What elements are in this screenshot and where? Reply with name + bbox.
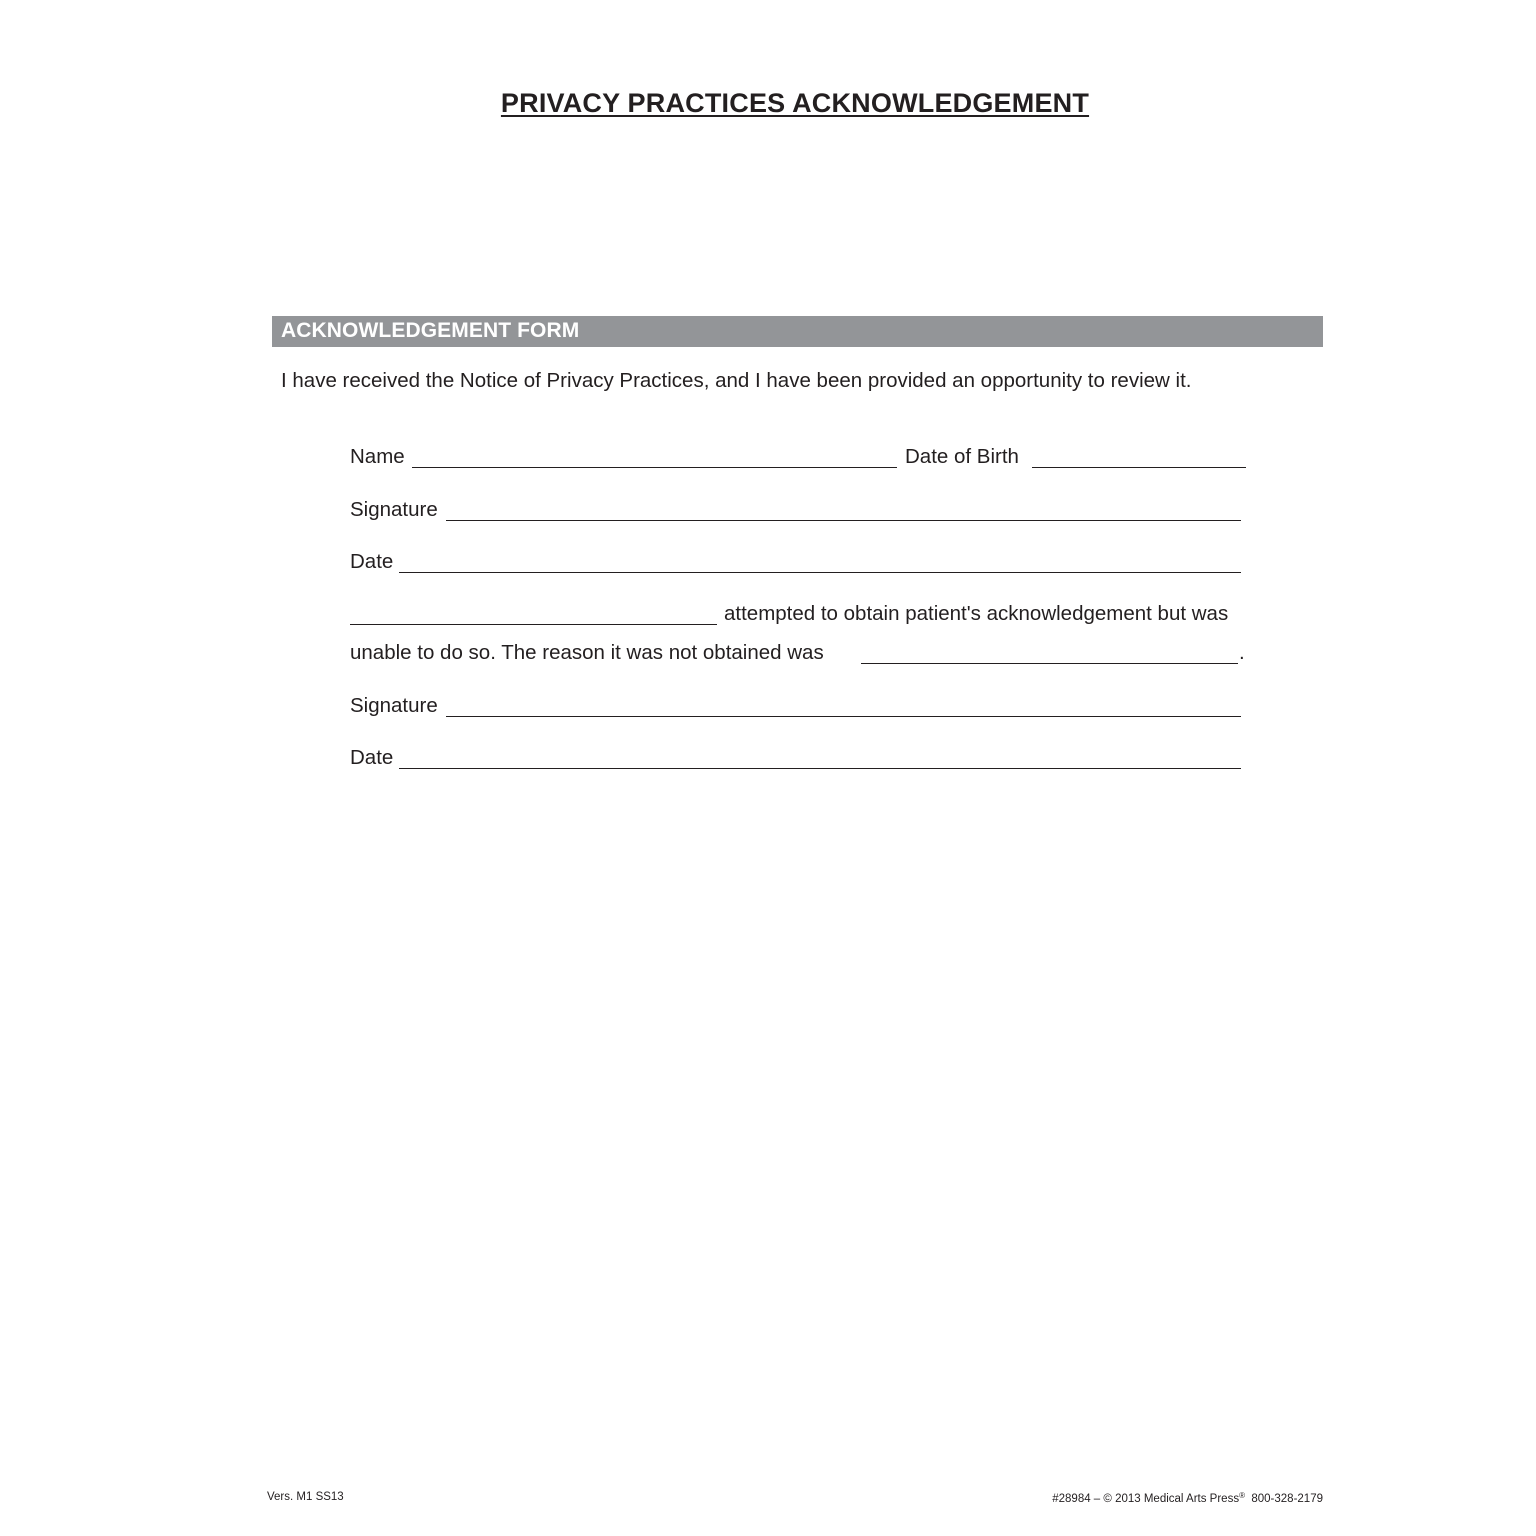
dob-field[interactable] [1032,467,1246,468]
signature2-label: Signature [350,694,438,717]
date2-label: Date [350,746,394,769]
attempt-text: attempted to obtain patient's acknowledgement but was [724,602,1229,625]
version-text: Vers. M1 SS13 [267,1491,344,1503]
phone-text: 800-328-2179 [1251,1493,1323,1505]
signature-row [350,498,1250,524]
publisher-text: #28984 – © 2013 Medical Arts Press [1052,1493,1240,1505]
date-field[interactable] [399,572,1241,573]
signature2-field[interactable] [446,716,1241,717]
publisher-footer [1052,1491,1323,1505]
registered-mark: ® [1239,1491,1245,1500]
section-header [272,316,1323,347]
signature-label: Signature [350,498,438,521]
reason-field[interactable] [861,663,1238,664]
date2-field[interactable] [399,768,1241,769]
name-label: Name [350,445,405,468]
reason-text: unable to do so. The reason it was not obtained was [350,641,824,664]
attempt-row [350,602,1250,628]
reason-row [350,641,1250,667]
section-title: ACKNOWLEDGEMENT FORM [281,319,580,342]
date2-row [350,746,1250,772]
signature-field[interactable] [446,520,1241,521]
intro-statement: I have received the Notice of Privacy Practices, and I have been provided an opportunity to review it. [281,369,1192,392]
name-dob-row [350,445,1250,471]
date-label: Date [350,550,394,573]
dob-label: Date of Birth [905,445,1019,468]
signature2-row [350,694,1250,720]
reason-end: . [1239,641,1245,664]
name-field[interactable] [412,467,897,468]
date-row [350,550,1250,576]
staff-name-field[interactable] [350,624,717,625]
document-title: PRIVACY PRACTICES ACKNOWLEDGEMENT [500,88,1090,118]
